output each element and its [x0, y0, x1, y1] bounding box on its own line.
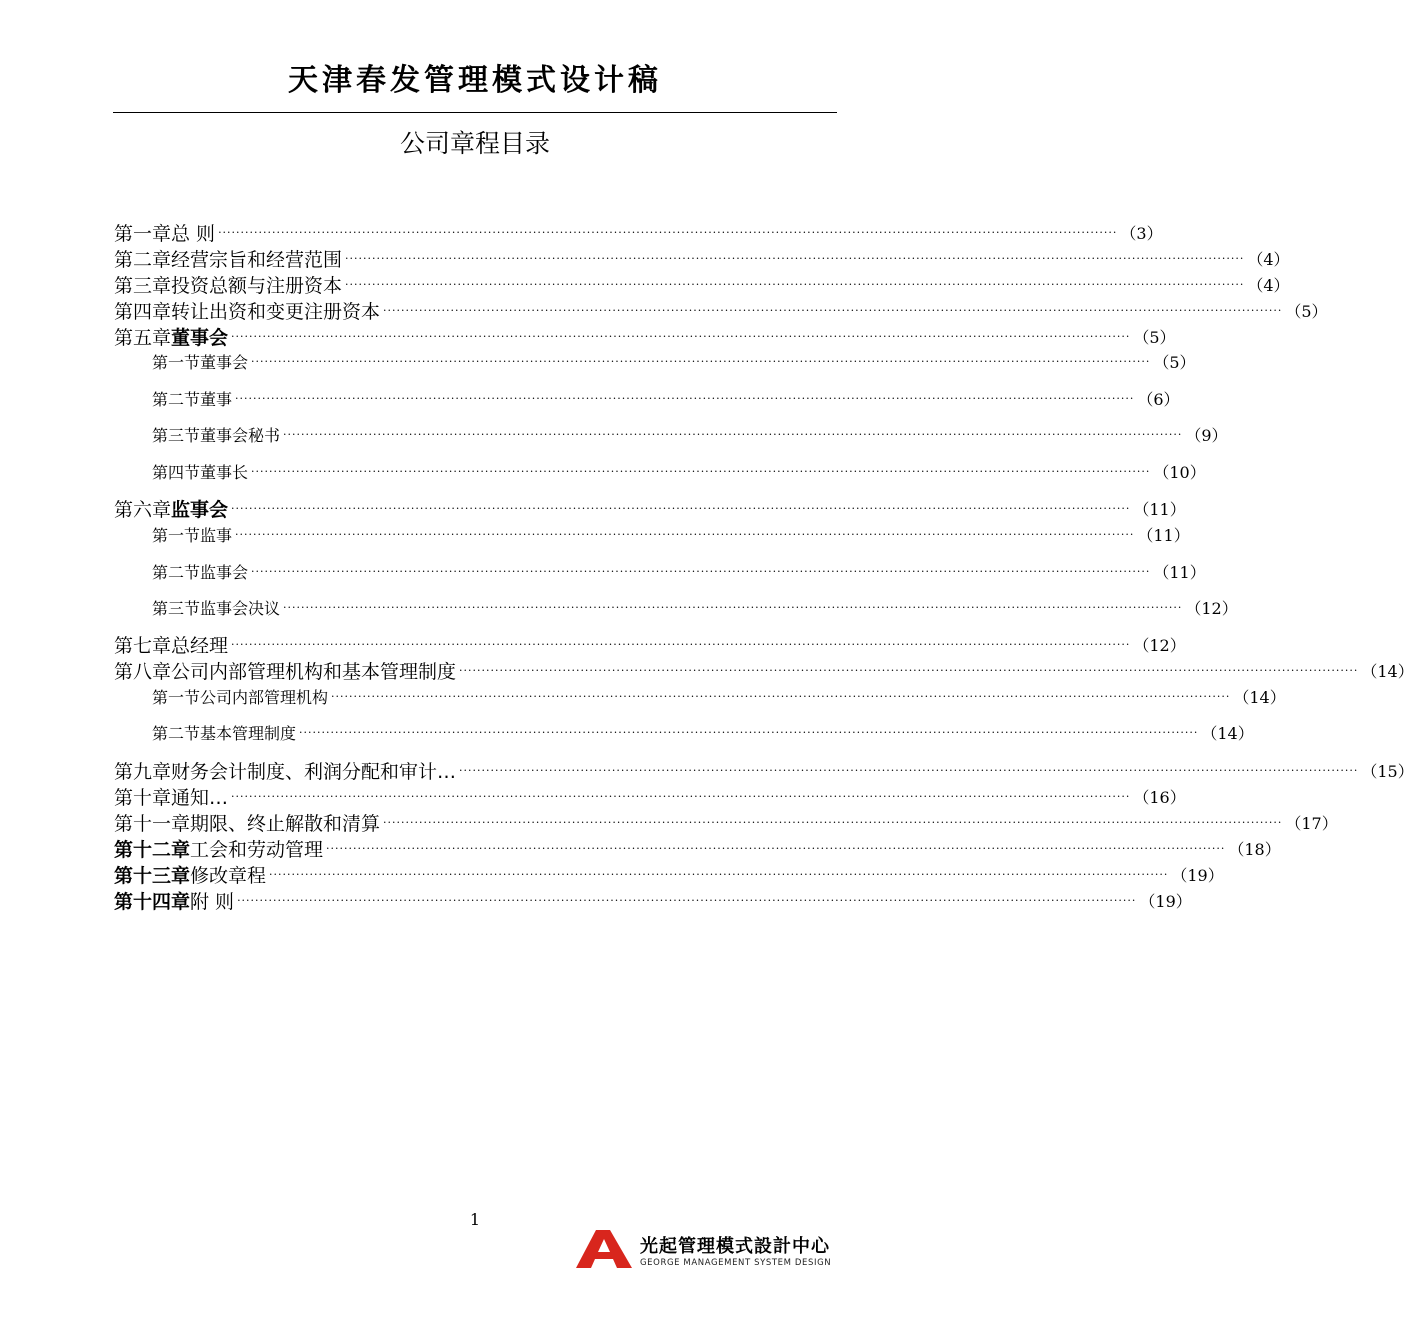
toc-entry-page: （6）	[1137, 389, 1180, 409]
toc-entry[interactable]	[114, 658, 1414, 683]
toc-entry[interactable]	[114, 784, 1186, 809]
toc-entry[interactable]	[114, 220, 1163, 245]
toc-entry[interactable]	[152, 720, 1254, 744]
leader-dots: ········································································································································································································	[383, 815, 1283, 829]
leader-dots: ········································································································································································································	[218, 225, 1118, 239]
toc-entry-title: 工会和劳动管理	[190, 838, 324, 861]
toc-entry-label: 第一章	[114, 222, 172, 245]
toc-entry-label: 第七章	[114, 634, 172, 657]
toc-entry-label: 第一节	[152, 687, 201, 707]
toc-entry[interactable]	[152, 422, 1228, 446]
toc-entry-page: （5）	[1153, 352, 1196, 372]
toc-entry-label: 第十一章	[114, 812, 191, 835]
leader-dots: ········································································································································································································	[283, 427, 1183, 441]
leader-dots: ········································································································································································································	[231, 637, 1131, 651]
toc-entry-title: 董事长	[200, 462, 249, 482]
toc-entry-page: （3）	[1120, 223, 1163, 243]
logo-name: 光起管理模式設計中心	[640, 1236, 830, 1257]
toc-entry-title: 修改章程	[190, 864, 267, 887]
toc-entry-label: 第一节	[152, 352, 201, 372]
toc-entry-page: （15）	[1361, 761, 1414, 781]
toc-entry[interactable]	[114, 632, 1186, 657]
leader-dots: ········································································································································································································	[331, 689, 1231, 703]
toc-entry[interactable]	[152, 386, 1180, 410]
toc-entry-label: 第四节	[152, 462, 201, 482]
toc-entry-page: （14）	[1233, 687, 1286, 707]
leader-dots: ········································································································································································································	[283, 600, 1183, 614]
toc-entry-label: 第三节	[152, 425, 201, 445]
toc-entry-label: 第六章	[114, 498, 172, 521]
leader-dots: ········································································································································································································	[345, 277, 1245, 291]
toc-entry[interactable]	[114, 496, 1186, 521]
toc-entry-page: （17）	[1285, 813, 1338, 833]
toc-entry-title: 监事会	[200, 562, 249, 582]
toc-entry-title: 董事会秘书	[200, 425, 281, 445]
toc-entry-title: 董事	[200, 389, 233, 409]
toc-entry-label: 第三章	[114, 274, 172, 297]
toc-entry-title: 总 则	[171, 222, 216, 245]
toc-entry-title: 公司内部管理机构和基本管理制度	[171, 660, 457, 683]
leader-dots: ········································································································································································································	[299, 725, 1199, 739]
toc-entry[interactable]	[114, 888, 1192, 913]
toc-entry-label: 第二节	[152, 389, 201, 409]
toc-entry-page: （14）	[1201, 723, 1254, 743]
leader-dots: ········································································································································································································	[251, 564, 1151, 578]
toc-entry-page: （4）	[1247, 275, 1290, 295]
leader-dots: ········································································································································································································	[459, 663, 1359, 677]
toc-entry-title: 公司内部管理机构	[200, 687, 329, 707]
toc-entry[interactable]	[152, 349, 1196, 373]
toc-entry-title: 期限、终止解散和清算	[190, 812, 381, 835]
toc-entry[interactable]	[114, 810, 1338, 835]
leader-dots: ········································································································································································································	[345, 251, 1245, 265]
toc-entry[interactable]	[114, 836, 1281, 861]
leader-dots: ········································································································································································································	[231, 501, 1131, 515]
toc-entry-label: 第五章	[114, 326, 172, 349]
toc-entry-title: 转让出资和变更注册资本	[171, 300, 381, 323]
toc-entry-label: 第二节	[152, 562, 201, 582]
toc-entry-title: 总经理	[171, 634, 229, 657]
toc-entry-page: （9）	[1185, 425, 1228, 445]
toc-entry-page: （11）	[1153, 562, 1206, 582]
toc-entry-page: （5）	[1133, 327, 1176, 347]
toc-entry-page: （12）	[1185, 598, 1238, 618]
toc-entry[interactable]	[114, 298, 1328, 323]
leader-dots: ········································································································································································································	[251, 464, 1151, 478]
toc-entry-title: 财务会计制度、利润分配和审计…	[171, 760, 457, 783]
toc-title: 公司章程目录	[399, 129, 550, 158]
toc-entry-page: （5）	[1285, 301, 1328, 321]
toc-entry[interactable]	[152, 559, 1206, 583]
toc-entry-page: （19）	[1139, 891, 1192, 911]
leader-dots: ········································································································································································································	[235, 391, 1135, 405]
toc-entry-title: 通知…	[171, 786, 229, 809]
toc-entry-label: 第三节	[152, 598, 201, 618]
toc-entry-label: 第二章	[114, 248, 172, 271]
toc-entry-label: 第八章	[114, 660, 172, 683]
toc-entry[interactable]	[152, 459, 1206, 483]
leader-dots: ········································································································································································································	[269, 867, 1169, 881]
leader-dots: ········································································································································································································	[326, 841, 1226, 855]
toc-entry[interactable]	[114, 758, 1414, 783]
toc-entry[interactable]	[114, 246, 1290, 271]
toc-entry-label: 第九章	[114, 760, 172, 783]
toc-entry-title: 基本管理制度	[200, 723, 297, 743]
toc-entry-label: 第十四章	[114, 890, 191, 913]
leader-dots: ········································································································································································································	[459, 763, 1359, 777]
toc-entry-label: 第十二章	[114, 838, 191, 861]
toc-entry-title: 董事会	[171, 326, 229, 349]
toc-entry-page: （12）	[1133, 635, 1186, 655]
toc-entry-label: 第十三章	[114, 864, 191, 887]
toc-entry-title: 监事会决议	[200, 598, 281, 618]
leader-dots: ········································································································································································································	[231, 329, 1131, 343]
toc-entry-title: 监事会	[171, 498, 229, 521]
company-logo	[576, 1228, 846, 1272]
logo-english-name: GEORGE MANAGEMENT SYSTEM DESIGN	[640, 1258, 832, 1268]
toc-entry-page: （11）	[1137, 525, 1190, 545]
toc-entry-page: （18）	[1228, 839, 1281, 859]
toc-entry-label: 第四章	[114, 300, 172, 323]
toc-entry-page: （11）	[1133, 499, 1186, 519]
toc-entry-page: （10）	[1153, 462, 1206, 482]
toc-entry[interactable]	[114, 324, 1176, 349]
toc-entry-label: 第一节	[152, 525, 201, 545]
toc-entry-title: 经营宗旨和经营范围	[171, 248, 343, 271]
toc-entry-page: （14）	[1361, 661, 1414, 681]
leader-dots: ········································································································································································································	[383, 303, 1283, 317]
page-number: 1	[469, 1210, 481, 1229]
toc-entry-page: （16）	[1133, 787, 1186, 807]
toc-entry-label: 第二节	[152, 723, 201, 743]
toc-entry-title: 附 则	[190, 890, 235, 913]
toc-entry-page: （4）	[1247, 249, 1290, 269]
toc-entry[interactable]	[152, 684, 1286, 708]
leader-dots: ········································································································································································································	[251, 354, 1151, 368]
leader-dots: ········································································································································································································	[237, 893, 1137, 907]
toc-entry[interactable]	[114, 862, 1224, 887]
toc-entry[interactable]	[114, 272, 1290, 297]
toc-entry[interactable]	[152, 595, 1238, 619]
toc-entry-title: 监事	[200, 525, 233, 545]
toc-entry-page: （19）	[1171, 865, 1224, 885]
toc-entry-title: 董事会	[200, 352, 249, 372]
toc-entry[interactable]	[152, 522, 1190, 546]
toc-entry-label: 第十章	[114, 786, 172, 809]
toc-entry-title: 投资总额与注册资本	[171, 274, 343, 297]
logo-mark-icon	[576, 1230, 636, 1270]
leader-dots: ········································································································································································································	[235, 527, 1135, 541]
document-header-title: 天津春发管理模式设计稿	[288, 63, 662, 98]
leader-dots: ········································································································································································································	[231, 789, 1131, 803]
